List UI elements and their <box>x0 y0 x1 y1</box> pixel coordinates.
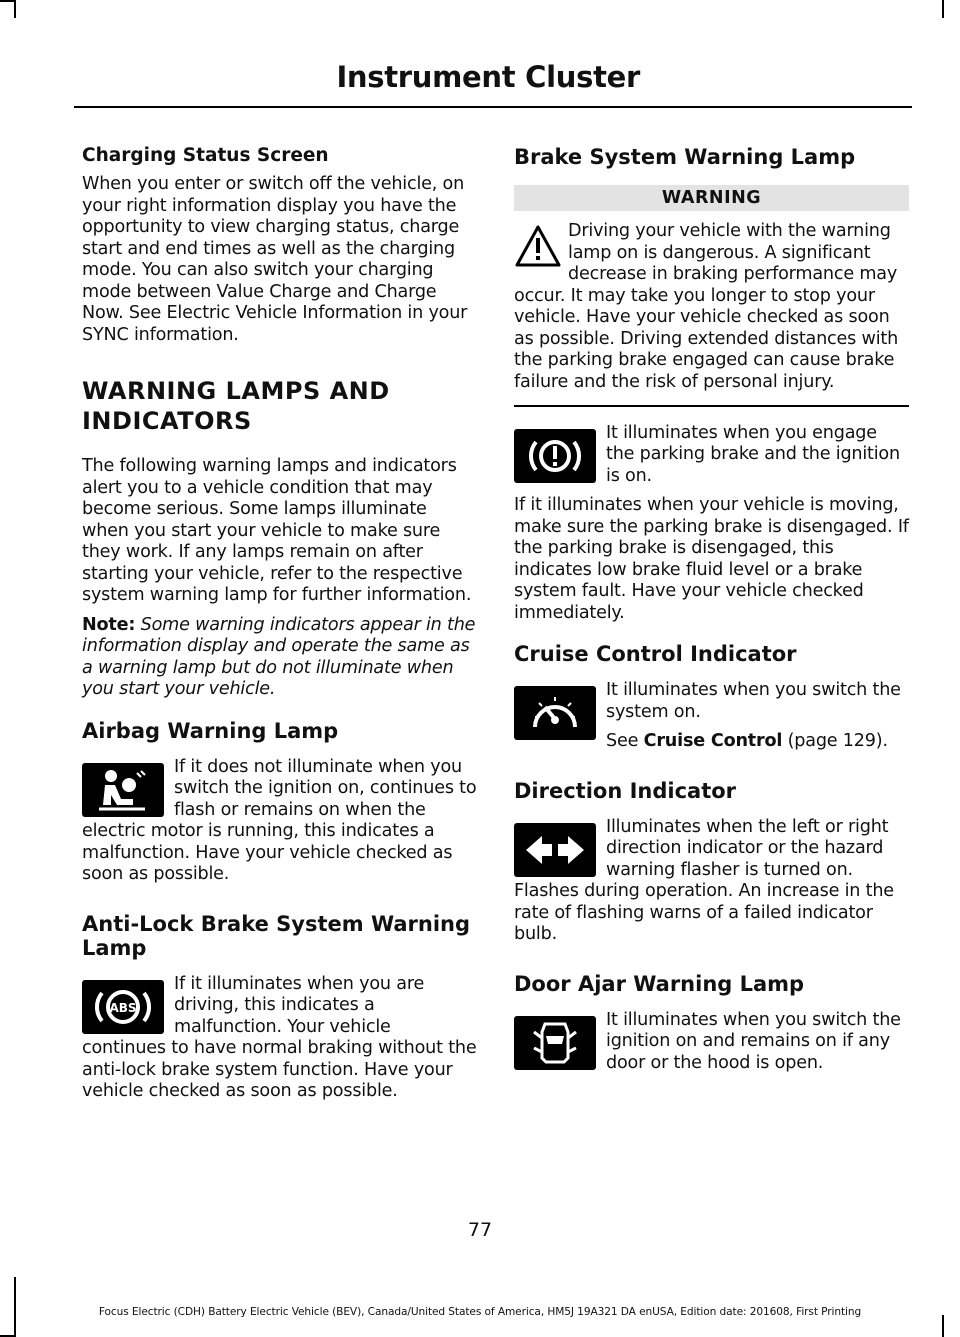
airbag-icon <box>82 763 164 817</box>
direction-heading: Direction Indicator <box>514 778 737 803</box>
warning-banner: WARNING <box>514 185 909 211</box>
abs-icon <box>82 980 164 1034</box>
see-suffix: (page 129). <box>782 731 888 751</box>
warning-lamps-heading-line1: WARNING LAMPS AND <box>82 377 390 405</box>
brake-lamp-section <box>514 423 909 496</box>
right-column <box>514 145 909 1082</box>
direction-section <box>514 817 909 954</box>
charging-status-heading: Charging Status Screen <box>82 145 329 166</box>
warning-lamps-intro: The following warning lamps and indicators alert you to a vehicle condition that may become serious. Some lamps illuminate when you start your vehicle to make sure they work. If any lamps remain on after starting your vehicle, refer to the respective system warning lamp for further information. <box>82 456 472 605</box>
crop-mark <box>942 0 944 18</box>
speedometer-icon <box>514 686 596 740</box>
door-ajar-text: It illuminates when you switch the ignition on and remains on if any door or the hood is open. <box>606 1009 901 1073</box>
cruise-heading: Cruise Control Indicator <box>514 642 797 666</box>
airbag-heading: Airbag Warning Lamp <box>82 718 339 743</box>
note-text: Some warning indicators appear in the information display and operate the same as a warning lamp but do not illuminate when you start your vehicle. <box>82 614 476 699</box>
crop-mark <box>942 1315 944 1337</box>
abs-icon-text: ABS <box>109 1000 137 1015</box>
brake-lamp-text: It illuminates when you engage the parking brake and the ignition is on. <box>606 422 900 486</box>
door-ajar-heading: Door Ajar Warning Lamp <box>514 971 805 996</box>
door-ajar-icon <box>514 1016 596 1070</box>
brake-icon <box>514 429 596 483</box>
footer-text: Focus Electric (CDH) Battery Electric Vehicle (BEV), Canada/United States of America, HM5J 19A321 DA enUSA, Edition date: 201608, First Printing <box>98 1306 862 1318</box>
cruise-control-link[interactable]: Cruise Control <box>643 731 783 751</box>
see-prefix: See <box>606 731 644 751</box>
charging-status-text: When you enter or switch off the vehicle, on your right information display you have the opportunity to view charging status, charge start and end times as well as the charging mode. You can also switch your charging mode between Value Charge and Charge Now. See Electric Vehicle Information in your SYNC information. <box>82 174 468 345</box>
crop-mark <box>14 0 16 18</box>
airbag-text: If it does not illuminate when you switch the ignition on, continues to flash or remains on when the electric motor is running, this indicates a malfunction. Have your vehicle checked as soon as possible. <box>82 756 477 884</box>
brake-warning-text: Driving your vehicle with the warning lamp on is dangerous. A significant decrease in braking performance may occur. It may take you longer to stop your vehicle. Have your vehicle checked as soon as possible. Driving extended distances with the parking brake engaged can cause brake failure and the risk of personal injury. <box>514 221 899 392</box>
abs-heading: Anti-Lock Brake System Warning Lamp <box>82 911 471 960</box>
abs-section <box>82 974 477 1111</box>
header-divider <box>74 106 912 108</box>
note-label: Note: <box>82 614 136 635</box>
page-number: 77 <box>467 1219 493 1241</box>
brake-body-text: If it illuminates when your vehicle is moving, make sure the parking brake is disengaged. If the parking brake is disengaged, this indicates low brake fluid level or a brake system fault. Have your vehicle checked immediately. <box>514 495 909 623</box>
door-ajar-section <box>514 1010 909 1083</box>
turn-arrows-icon <box>514 823 596 877</box>
note-paragraph <box>82 615 477 701</box>
warning-lamps-heading <box>82 376 477 436</box>
direction-text: Illuminates when the left or right direction indicator or the hazard warning flasher is turned on. Flashes during operation. An increase in the rate of flashing warns of a failed indicator bulb. <box>514 816 894 944</box>
warning-lamps-heading-line2: INDICATORS <box>82 407 252 435</box>
warning-divider <box>514 405 909 407</box>
page-title: Instrument Cluster <box>336 60 640 94</box>
cruise-section <box>514 680 909 761</box>
airbag-section <box>82 757 477 894</box>
left-column <box>82 145 477 1111</box>
abs-text: If it illuminates when you are driving, this indicates a malfunction. Your vehicle continues to have normal braking without the anti-lock brake system function. Have your vehicle checked as soon as possible. <box>82 973 477 1101</box>
brake-warning-block <box>514 221 909 393</box>
cruise-text: It illuminates when you switch the system on. <box>606 680 901 722</box>
brake-heading: Brake System Warning Lamp <box>514 145 856 169</box>
warning-triangle-icon <box>514 223 562 269</box>
